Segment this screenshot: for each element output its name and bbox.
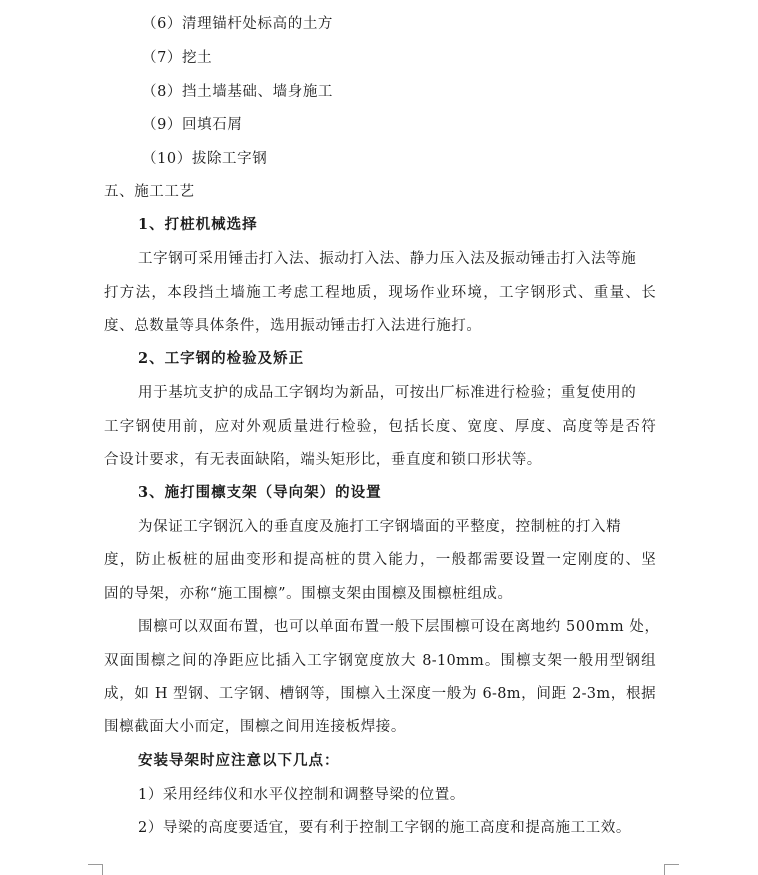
subsection-heading: 3、施打围檩支架（导向架）的设置 bbox=[138, 484, 382, 501]
paragraph-line: 打方法，本段挡土墙施工考虑工程地质，现场作业环境，工字钢形式、重量、长 bbox=[104, 285, 656, 301]
paragraph-line: 度、总数量等具体条件，选用振动锤击打入法进行施打。 bbox=[104, 318, 482, 334]
list-item: 1）采用经纬仪和水平仪控制和调整导梁的位置。 bbox=[138, 787, 465, 803]
paragraph-line: 成，如 H 型钢、工字钢、槽钢等，围檩入土深度一般为 6-8m，间距 2-3m，根据 bbox=[104, 686, 656, 702]
list-item: （8）挡土墙基础、墙身施工 bbox=[142, 84, 334, 100]
paragraph-line: 围檩可以双面布置，也可以单面布置一般下层围檩可设在离地约 500mm 处， bbox=[138, 619, 660, 635]
list-item: （7）挖土 bbox=[142, 50, 213, 66]
paragraph-line: 双面围檩之间的净距应比插入工字钢宽度放大 8-10mm。围檩支架一般用型钢组 bbox=[104, 653, 656, 669]
paragraph-line: 度，防止板桩的屈曲变形和提高桩的贯入能力，一般都需要设置一定刚度的、坚 bbox=[104, 552, 656, 568]
paragraph-line: 用于基坑支护的成品工字钢均为新品，可按出厂标准进行检验；重复使用的 bbox=[138, 385, 637, 401]
list-item: 2）导梁的高度要适宜，要有利于控制工字钢的施工高度和提高施工工效。 bbox=[138, 820, 632, 836]
section-heading: 五、施工工艺 bbox=[104, 184, 195, 200]
notes-heading: 安装导架时应注意以下几点： bbox=[138, 752, 340, 769]
paragraph-line: 围檩截面大小而定，围檩之间用连接板焊接。 bbox=[104, 719, 406, 735]
page-corner-mark bbox=[88, 864, 103, 875]
list-item: （10）拔除工字钢 bbox=[142, 151, 268, 167]
paragraph-line: 固的导架，亦称“施工围檩”。围檩支架由围檩及围檩桩组成。 bbox=[104, 586, 513, 602]
subsection-heading: 1、打桩机械选择 bbox=[138, 216, 258, 233]
paragraph-line: 工字钢使用前，应对外观质量进行检验，包括长度、宽度、厚度、高度等是否符 bbox=[104, 419, 656, 435]
paragraph-line: 为保证工字钢沉入的垂直度及施打工字钢墙面的平整度，控制桩的打入精 bbox=[138, 519, 622, 535]
list-item: （6）清理锚杆处标高的土方 bbox=[142, 16, 334, 32]
list-item: （9）回填石屑 bbox=[142, 117, 243, 133]
subsection-heading: 2、工字钢的检验及矫正 bbox=[138, 350, 305, 367]
page-corner-mark bbox=[664, 864, 679, 875]
paragraph-line: 工字钢可采用锤击打入法、振动打入法、静力压入法及振动锤击打入法等施 bbox=[138, 251, 637, 267]
paragraph-line: 合设计要求，有无表面缺陷，端头矩形比，垂直度和锁口形状等。 bbox=[104, 452, 542, 468]
